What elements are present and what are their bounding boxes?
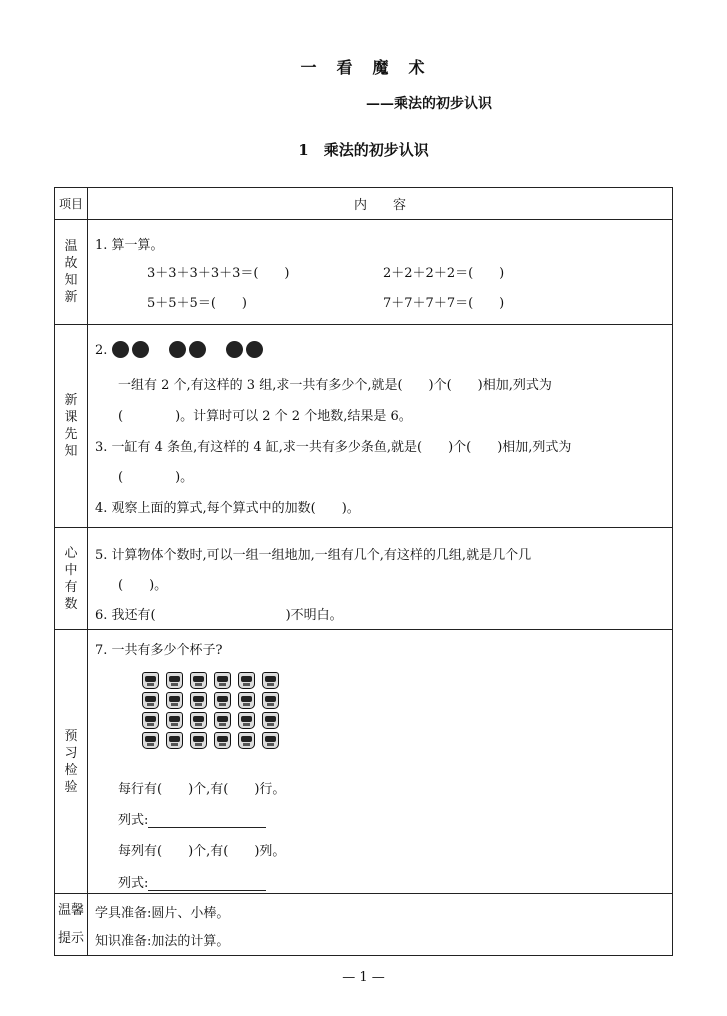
tip-tools: 学具准备:圆片、小棒。 xyxy=(95,906,230,921)
expression-1[interactable]: 3＋3＋3＋3＋3＝( ) xyxy=(147,266,290,281)
cup-icon xyxy=(142,712,159,729)
section-label-review: 温 故 知 新 xyxy=(55,220,88,325)
cup-icon xyxy=(190,692,207,709)
cup-icon xyxy=(190,732,207,749)
cup-icon xyxy=(166,732,183,749)
lesson-title: 1 乘法的初步认识 xyxy=(298,141,429,159)
cup-icon xyxy=(214,692,231,709)
cup-icon xyxy=(190,672,207,689)
question-2-number: 2. xyxy=(95,343,108,358)
page-title: 一 看 魔 术 xyxy=(300,58,427,77)
question-5-line-1: 5. 计算物体个数时,可以一组一组地加,一组有几个,有这样的几组,就是几个几 xyxy=(95,548,532,563)
cup-icon xyxy=(262,692,279,709)
section-review xyxy=(88,220,673,325)
dot-icon xyxy=(132,341,149,358)
question-6: 6. 我还有( )不明白。 xyxy=(95,608,343,623)
question-2-line-1: 一组有 2 个,有这样的 3 组,求一共有多少个,就是( )个( )相加,列式为 xyxy=(118,378,552,393)
cup-icon xyxy=(238,712,255,729)
formula-2-label: 列式: xyxy=(118,876,149,891)
question-2-line-2: ( )。计算时可以 2 个 2 个地数,结果是 6。 xyxy=(118,409,412,424)
question-3-line-2: ( )。 xyxy=(118,470,194,485)
cup-icon xyxy=(214,672,231,689)
cup-icon xyxy=(238,732,255,749)
section-label-preview: 新 课 先 知 xyxy=(55,325,88,528)
section-check xyxy=(88,630,673,894)
dot-icon xyxy=(112,341,129,358)
cup-icon xyxy=(166,692,183,709)
dot-icon xyxy=(189,341,206,358)
cup-icon xyxy=(142,672,159,689)
question-7: 7. 一共有多少个杯子? xyxy=(95,643,223,658)
cup-icon xyxy=(190,712,207,729)
cup-icon xyxy=(142,692,159,709)
section-label-mind: 心 中 有 数 xyxy=(55,528,88,630)
dot-icon xyxy=(226,341,243,358)
formula-1-blank[interactable] xyxy=(148,815,266,828)
tip-knowledge: 知识准备:加法的计算。 xyxy=(95,934,230,949)
formula-1 xyxy=(118,809,266,828)
expression-3[interactable]: 5＋5＋5＝( ) xyxy=(147,296,247,311)
question-5-line-2: ( )。 xyxy=(118,578,168,593)
formula-2-blank[interactable] xyxy=(148,878,266,891)
expression-2[interactable]: 2＋2＋2＋2＝( ) xyxy=(383,266,505,281)
section-preview xyxy=(88,325,673,528)
row-count-line: 每行有( )个,有( )行。 xyxy=(118,782,286,797)
cup-icon xyxy=(166,712,183,729)
dot-icon xyxy=(169,341,186,358)
page-subtitle: ——乘法的初步认识 xyxy=(366,96,492,112)
cup-icon xyxy=(262,732,279,749)
cup-icon xyxy=(214,732,231,749)
cup-icon xyxy=(214,712,231,729)
section-label-tips: 温馨 提示 xyxy=(55,894,88,956)
column-header-item: 项目 xyxy=(55,188,88,220)
cup-icon xyxy=(238,692,255,709)
dot-icon xyxy=(246,341,263,358)
dot-groups xyxy=(112,341,266,358)
cup-icon xyxy=(238,672,255,689)
worksheet-table xyxy=(54,187,673,956)
cup-icon xyxy=(262,672,279,689)
cup-icon xyxy=(262,712,279,729)
expression-4[interactable]: 7＋7＋7＋7＝( ) xyxy=(383,296,505,311)
section-label-check: 预 习 检 验 xyxy=(55,630,88,894)
section-tips xyxy=(88,894,673,956)
question-4: 4. 观察上面的算式,每个算式中的加数( )。 xyxy=(95,501,360,516)
formula-1-label: 列式: xyxy=(118,813,149,828)
page-number: — 1 — xyxy=(342,970,385,985)
column-count-line: 每列有( )个,有( )列。 xyxy=(118,844,286,859)
question-3-line-1: 3. 一缸有 4 条鱼,有这样的 4 缸,求一共有多少条鱼,就是( )个( )相加,列式为 xyxy=(95,440,572,455)
section-mind xyxy=(88,528,673,630)
cup-icon xyxy=(142,732,159,749)
cup-icon xyxy=(166,672,183,689)
question-1: 1. 算一算。 xyxy=(95,238,164,253)
column-header-content: 内 容 xyxy=(88,188,673,220)
formula-2 xyxy=(118,872,266,891)
